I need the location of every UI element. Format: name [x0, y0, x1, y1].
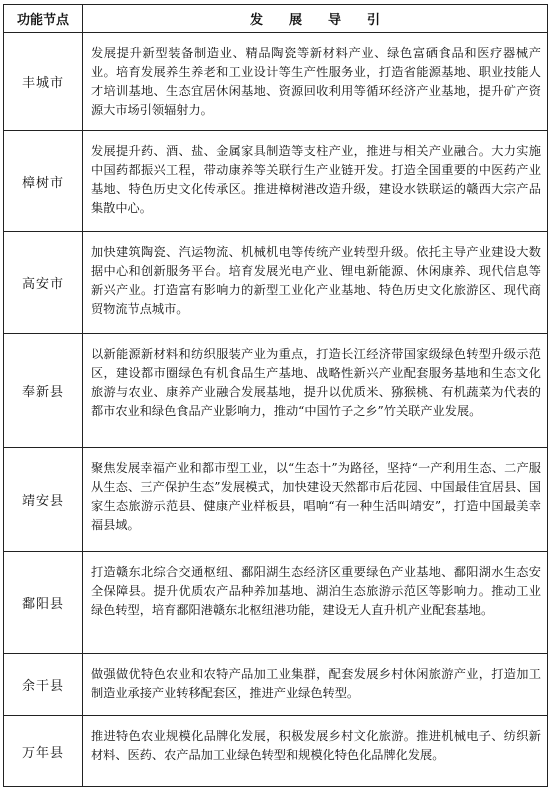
development-guide-table	[3, 4, 548, 787]
table-row	[4, 448, 548, 552]
table-row	[4, 33, 548, 131]
guidance-cell: 聚焦发展幸福产业和都市型工业，以“生态十”为路径，坚持“一产利用生态、二产服从生态、三产保护生态”发展模式，加快建设天然都市后花园、中国最佳宜居县、国家生态旅游示范县、健康产业样板县，唱响“有一种生活叫靖安”，打造中国最美幸福县域。	[83, 448, 548, 552]
node-cell: 鄱阳县	[4, 552, 83, 654]
table-row	[4, 232, 548, 334]
guidance-cell: 发展提升新型装备制造业、精品陶瓷等新材料产业、绿色富硒食品和医疗器械产业。培育发展养生养老和工业设计等生产性服务业，打造省能源基地、职业技能人才培训基地、生态宜居休闲基地、资源回收利用等循环经济产业基地，提升矿产资源大市场引领辐射力。	[83, 33, 548, 131]
node-cell: 樟树市	[4, 131, 83, 232]
table-row	[4, 131, 548, 232]
node-cell: 丰城市	[4, 33, 83, 131]
node-cell: 高安市	[4, 232, 83, 334]
table-row	[4, 716, 548, 787]
node-cell: 余干县	[4, 654, 83, 716]
node-cell: 奉新县	[4, 334, 83, 448]
table-row	[4, 334, 548, 448]
guidance-cell: 加快建筑陶瓷、汽运物流、机械机电等传统产业转型升级。依托主导产业建设大数据中心和创新服务平台。培育发展光电产业、锂电新能源、休闲康养、现代信息等新兴产业。打造富有影响力的新型工业化产业基地、特色历史文化旅游区、现代商贸物流节点城市。	[83, 232, 548, 334]
header-function-node: 功能节点	[4, 5, 83, 33]
guidance-cell: 打造赣东北综合交通枢纽、鄱阳湖生态经济区重要绿色产业基地、鄱阳湖水生态安全保障县。提升优质农产品种养加基地、湖泊生态旅游示范区等影响力。推动工业绿色转型，培育鄱阳港赣东北枢纽港功能，建设无人直升机产业配套基地。	[83, 552, 548, 654]
table-row	[4, 654, 548, 716]
table-header	[4, 5, 548, 33]
table-row	[4, 552, 548, 654]
guidance-cell: 做强做优特色农业和农特产品加工业集群，配套发展乡村休闲旅游产业，打造加工制造业承接产业转移配套区，推进产业绿色转型。	[83, 654, 548, 716]
table-body	[4, 33, 548, 787]
guidance-cell: 以新能源新材料和纺织服装产业为重点，打造长江经济带国家级绿色转型升级示范区，建设都市圈绿色有机食品生产基地、战略性新兴产业配套服务基地和生态文化旅游与农业、康养产业融合发展基地，提升以优质米、猕猴桃、有机蔬菜为代表的都市农业和绿色食品产业影响力，推动“中国竹子之乡”竹关联产业发展。	[83, 334, 548, 448]
node-cell: 万年县	[4, 716, 83, 787]
guidance-cell: 发展提升药、酒、盐、金属家具制造等支柱产业，推进与相关产业融合。大力实施中国药都振兴工程，带动康养等关联行生产业链开发。打造全国重要的中医药产业基地、特色历史文化传承区。推进樟树港改造升级，建设水铁联运的赣西大宗产品集散中心。	[83, 131, 548, 232]
header-development-guide: 发展导引	[83, 5, 548, 33]
node-cell: 靖安县	[4, 448, 83, 552]
header-row	[4, 5, 548, 33]
guidance-cell: 推进特色农业规模化品牌化发展，积极发展乡村文化旅游。推进机械电子、纺织新材料、医药、农产品加工业绿色转型和规模化特色化品牌化发展。	[83, 716, 548, 787]
